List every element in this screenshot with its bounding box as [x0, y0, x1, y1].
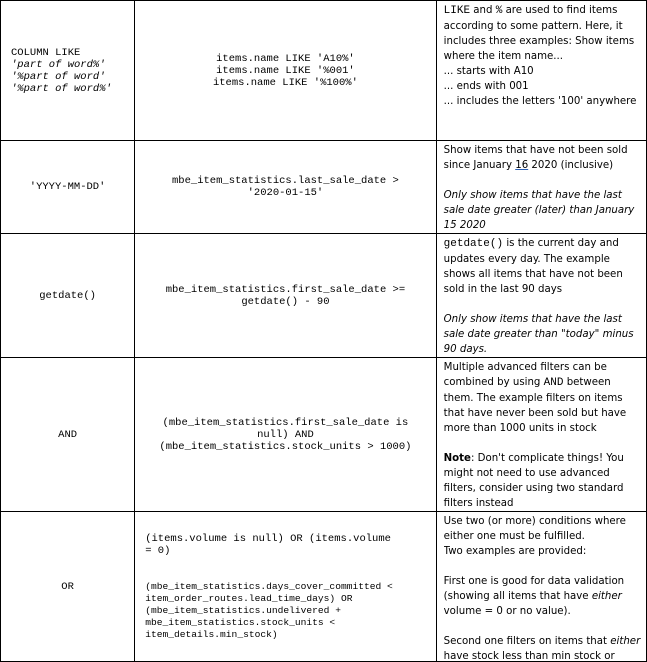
operator-cell — [1, 141, 135, 234]
example-code: item_details.min_stock) — [145, 628, 278, 640]
example-cell — [135, 512, 436, 662]
description-bullet: ... starts with A10 — [443, 66, 534, 77]
spellcheck-underlined-text: 16 — [515, 160, 529, 171]
example-code: mbe_item_statistics.first_sale_date >= — [165, 283, 406, 296]
example-code: '2020-01-15' — [247, 187, 324, 199]
table-row-and — [1, 358, 647, 512]
example-cell — [135, 234, 436, 358]
operator-cell — [1, 1, 135, 141]
description-note: Note: Don't complicate things! You might not need to use advanced filters, consider using two standard filters instead — [443, 453, 624, 509]
example-code: (mbe_item_statistics.undelivered + — [145, 604, 341, 616]
example-code: (mbe_item_statistics.days_cover_committed < — [145, 580, 393, 592]
description-cell — [436, 234, 646, 358]
description-bullet: ... includes the letters '100' anywhere — [443, 96, 637, 107]
operator-syntax: '%part of word' — [11, 70, 106, 83]
description-text: Multiple advanced filters can be combined by using AND between them. The example filters on items that have never been sold but have more than 1000 units in stock — [443, 362, 627, 434]
operator-syntax: AND — [58, 428, 78, 441]
description-text: LIKE and % are used to find items according to some pattern. Here, it includes three examples: Show items where the item name... — [443, 5, 635, 62]
table-row-or — [1, 512, 647, 662]
description-text: Two examples are provided: — [443, 546, 587, 557]
operator-syntax: 'part of word%' — [11, 58, 106, 71]
example-cell — [135, 141, 436, 234]
operator-syntax: '%part of word%' — [11, 82, 112, 95]
description-text: Second one filters on items that either have stock less than min stock or — [443, 636, 641, 659]
example-code: items.name LIKE '%001' — [216, 64, 355, 77]
operator-syntax: 'YYYY-MM-DD' — [29, 181, 106, 193]
operator-cell — [1, 512, 135, 662]
description-cell — [436, 358, 646, 512]
description-text: getdate() is the current day and updates every day. The example shows all items that have not been sold in the last 90 days — [443, 238, 623, 295]
operator-cell — [1, 358, 135, 512]
table-row-getdate — [1, 234, 647, 358]
example-code: (items.volume is null) OR (items.volume — [145, 532, 391, 545]
example-code: = 0) — [145, 544, 171, 557]
example-code: (mbe_item_statistics.first_sale_date is — [162, 416, 409, 429]
example-code: getdate() - 90 — [241, 295, 330, 308]
table-row-date — [1, 141, 647, 234]
operator-cell — [1, 234, 135, 358]
description-cell — [436, 512, 646, 662]
description-text: Use two (or more) conditions where either one must be fulfilled. — [443, 516, 626, 542]
example-code: (mbe_item_statistics.stock_units > 1000) — [159, 440, 412, 453]
example-code: null) AND — [257, 428, 314, 441]
example-cell — [135, 1, 436, 141]
description-bullet: ... ends with 001 — [443, 81, 529, 92]
description-text: Show items that have not been sold since January 16 2020 (inclusive) — [443, 145, 628, 171]
operator-syntax: COLUMN LIKE — [11, 46, 81, 59]
example-code: item_order_routes.lead_time_days) OR — [145, 592, 353, 604]
description-cell — [436, 1, 646, 141]
example-code: mbe_item_statistics.stock_units < — [145, 616, 336, 628]
operator-syntax: getdate() — [39, 289, 96, 302]
description-italic-note: Only show items that have the last sale date greater (later) than January 15 2020 — [443, 190, 635, 231]
example-code: mbe_item_statistics.last_sale_date > — [172, 175, 399, 187]
description-cell — [436, 141, 646, 234]
example-code: items.name LIKE '%100%' — [212, 76, 358, 89]
operator-syntax: OR — [61, 580, 74, 593]
description-italic-note: Only show items that have the last sale date greater than "today" minus 90 days. — [443, 314, 634, 355]
table-row-like — [1, 1, 647, 141]
example-code: items.name LIKE 'A10%' — [216, 52, 355, 65]
description-text: First one is good for data validation (showing all items that have either volume = 0 or no value). — [443, 576, 625, 617]
example-cell — [135, 358, 436, 512]
